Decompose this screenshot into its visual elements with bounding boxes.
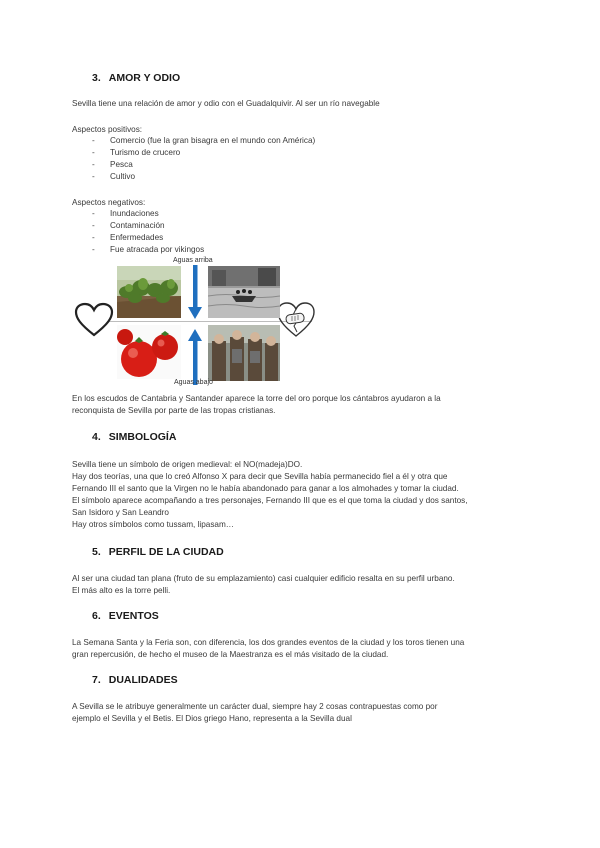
negatives-label: Aspectos negativos: [72,198,146,207]
section-4-title: SIMBOLOGÍA [108,431,177,443]
broken-heart-icon [276,301,316,339]
positives-label: Aspectos positivos: [72,125,143,134]
vikings-photo [208,325,280,381]
section-7-heading [92,674,178,686]
caption-downstream: Aguas abajo [174,379,213,386]
section-4-number: 4. [92,431,101,443]
section-6-body: La Semana Santa y la Feria son, con diferencia, los dos grandes eventos de la ciudad y los toros tienen una gran repercusión, de hecho el museo de la Maestranza es el más visitado de la ciudad. [72,638,465,659]
heart-icon [74,302,114,338]
section-5-heading [92,546,224,558]
document-page: 3. AMOR Y ODIO Sevilla tiene una relación de amor y odio con el Guadalquivir. Al ser un río navegable Aspectos positivos: - Comercio (fue la gran bisagra en el mundo con América) - Turismo de crucero - Pesca - Cultivo Aspectos negativos: - Inundaciones - Contaminación - Enfermedades - Fue atracada por vikingos Aguas arriba Aguas abajo En los escudos de Cantabria y Santander aparece la torre del oro porque los cántabros ayudaron a la reconquista de Sevilla por parte de las tropas cristianas. 4. SIMBOLOGÍA Sevilla tiene un símbolo de origen medieval: el NO(madeja)DO. Hay dos teorías, una que lo creó Alfonso X para decir que Sevilla había permanecido fiel a él y otra que Fernando III el santo que la Virgen no le había abandonado para ganar a los almohades y tomar la ciudad. El símbolo aparece acompañando a tres personajes, Fernando III que es el que toma la ciudad y dos santos, San Isidoro y San Leandro Hay otros símbolos como tussam, lipasam… 5. PERFIL DE LA CIUDAD Al ser una ciudad tan plana (fruto de su emplazamiento) casi cualquier edificio resalta en su perfil urbano. El más alto es la torre pelli. 6. EVENTOS La Semana Santa y la Feria son, con diferencia, los dos grandes eventos de la ciudad y los toros tienen una gran repercusión, de hecho el museo de la Maestranza es el más visitado de la ciudad. 7. DUALIDADES A Sevilla se le atribuye generalmente un carácter dual, siempre hay 2 cosas contrapuestas como por ejemplo el Sevilla y el Betis. El Dios griego Hano, representa a la Sevilla dual [0,0,600,848]
caption-upstream: Aguas arriba [173,257,213,264]
section-3-heading [92,72,180,84]
section-4-body: Sevilla tiene un símbolo de origen medieval: el NO(madeja)DO. Hay dos teorías, una que lo creó Alfonso X para decir que Sevilla había permanecido fiel a él y otra que Fernando III el santo que la Virgen no le había abandonado para ganar a los almohades y tomar la ciudad. El símbolo aparece acompañando a tres personajes, Fernando III que es el que toma la ciudad y dos santos, San Isidoro y San Leandro Hay otros símbolos como tussam, lipasam… [72,460,468,529]
section-3-closing: En los escudos de Cantabria y Santander aparece la torre del oro porque los cántabros ayudaron a la reconquista de Sevilla por parte de las tropas cristianas. [72,394,441,415]
section-3-number: 3. [92,72,101,84]
section-3-title: AMOR Y ODIO [108,72,181,84]
section-4-heading [92,431,176,443]
section-5-title: PERFIL DE LA CIUDAD [108,546,224,558]
river-diagram [72,257,322,390]
flood-photo [208,266,280,318]
section-6-title: EVENTOS [108,610,159,622]
section-7-title: DUALIDADES [108,674,178,686]
section-5-body: Al ser una ciudad tan plana (fruto de su emplazamiento) casi cualquier edificio resalta en su perfil urbano. El más alto es la torre pelli. [72,574,455,595]
section-6-number: 6. [92,610,101,622]
section-3-intro: Sevilla tiene una relación de amor y odio con el Guadalquivir. Al ser un río navegable [72,99,380,108]
section-7-number: 7. [92,674,101,686]
crops-field-photo [117,266,181,318]
section-6-heading [92,610,159,622]
tomatoes-photo [117,325,181,379]
section-7-body: A Sevilla se le atribuye generalmente un carácter dual, siempre hay 2 cosas contrapuestas como por ejemplo el Sevilla y el Betis. El Dios griego Hano, representa a la Sevilla dual [72,702,438,723]
river-flow-arrows [186,261,204,389]
section-5-number: 5. [92,546,101,558]
